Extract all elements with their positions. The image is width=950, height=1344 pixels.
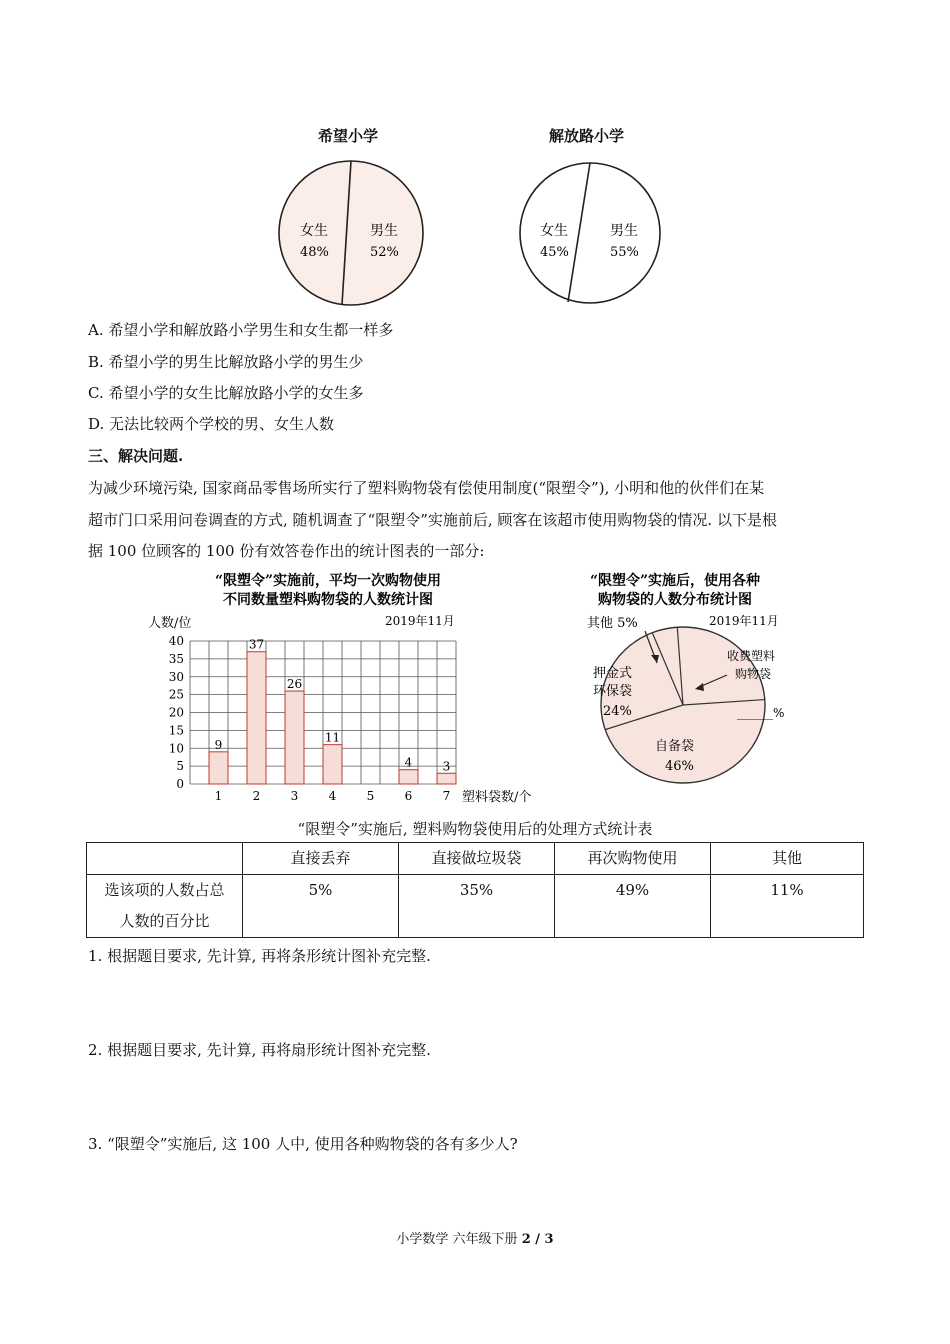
x-tick-label: 5 [366, 789, 375, 803]
pie-chart-title-1: “限塑令”实施后，使用各种 [589, 573, 761, 589]
table-header-cell: 再次购物使用 [555, 843, 711, 875]
pie-xiwang-boys-pct: 52% [370, 245, 399, 260]
pie-chart-deposit-label-1: 押金式 [593, 666, 633, 681]
pie-jiefang-boys-label: 男生 [610, 223, 638, 239]
bar-data-label: 37 [248, 637, 265, 652]
table-cell: 5% [243, 875, 399, 938]
bar [285, 691, 304, 784]
bar-data-label: 3 [442, 759, 451, 774]
pie-chart-self-label-2: 46% [665, 759, 694, 774]
y-tick-label: 35 [168, 651, 184, 666]
table-row-label [87, 875, 243, 938]
footer-page-number: 2 / 3 [521, 1232, 554, 1247]
bar-chart-yticks [169, 634, 184, 791]
pie-jiefang-girls-label: 女生 [540, 223, 568, 239]
y-tick-label: 15 [168, 723, 184, 738]
bar [247, 652, 266, 784]
x-tick-label: 2 [252, 789, 261, 803]
table-header-row [87, 843, 864, 875]
bar-data-label: 11 [324, 730, 341, 745]
intro-line-3: 据 100 位顾客的 100 份有效答卷作出的统计图表的一部分: [88, 542, 485, 560]
bar [209, 752, 228, 784]
bar-chart-bars [209, 652, 456, 784]
x-tick-label: 3 [290, 789, 299, 803]
bar-data-label: 26 [286, 677, 303, 692]
bar-chart-title-1: “限塑令”实施前，平均一次购物使用 [214, 573, 442, 589]
pie-chart-after [565, 565, 825, 800]
pie-jiefang-girls-pct: 45% [540, 245, 569, 260]
pie-chart-paid-label-1: 收费塑料 [727, 649, 776, 663]
bar-data-label: 4 [404, 755, 413, 770]
option-c: C. 希望小学的女生比解放路小学的女生多 [88, 384, 364, 402]
table-row-label-line: 选该项的人数占总 [104, 881, 225, 899]
question-3: 3. “限塑令”实施后, 这 100 人中, 使用各种购物袋的各有多少人? [88, 1135, 518, 1153]
table-header-cell [87, 843, 243, 875]
y-tick-label: 5 [176, 759, 184, 774]
intro-line-2: 超市门口采用问卷调查的方式, 随机调查了“限塑令”实施前后, 顾客在该超市使用购物袋的情况. 以下是根 [88, 511, 777, 529]
pie-jiefang [520, 163, 660, 303]
bar [399, 770, 418, 784]
section-heading: 三、解决问题. [88, 447, 184, 465]
pie-chart-other-label: 其他 5% [587, 616, 638, 631]
y-tick-label: 40 [168, 634, 184, 648]
pie-chart-deposit-label-3: 24% [603, 704, 632, 719]
table-cell: 11% [711, 875, 864, 938]
pie-chart-date: 2019年11月 [709, 614, 779, 628]
footer-text: 小学数学 六年级下册 [396, 1232, 522, 1247]
y-tick-label: 10 [168, 741, 184, 756]
y-tick-label: 25 [168, 687, 184, 702]
table-header-cell: 直接丢弃 [243, 843, 399, 875]
top-pies [270, 155, 690, 315]
pie-xiwang [279, 161, 423, 305]
bar-data-label: 9 [214, 737, 223, 752]
y-tick-label: 20 [168, 705, 184, 720]
bar-chart-ylabel: 人数/位 [148, 616, 192, 631]
x-tick-label: 6 [404, 789, 413, 803]
table-header-cell: 其他 [711, 843, 864, 875]
pie-chart-deposit-label-2: 环保袋 [593, 684, 633, 699]
bar-chart [140, 565, 560, 805]
pie-chart-title-2: 购物袋的人数分布统计图 [598, 592, 752, 608]
pie-xiwang-girls-label: 女生 [300, 223, 328, 239]
bar-chart-xticks [215, 789, 451, 803]
pie-xiwang-girls-pct: 48% [300, 245, 329, 260]
intro-line-1: 为减少环境污染, 国家商品零售场所实行了塑料购物袋有偿使用制度(“限塑令”), 小明和他的伙伴们在某 [88, 479, 765, 497]
x-tick-label: 1 [214, 789, 223, 803]
bar [437, 773, 456, 784]
table-header-cell: 直接做垃圾袋 [399, 843, 555, 875]
pie-chart-blank: ______% [737, 706, 785, 720]
table-cell: 35% [399, 875, 555, 938]
pie-chart-paid-label-2: 购物袋 [735, 667, 772, 681]
table-row [87, 875, 864, 938]
bar-chart-xlabel: 塑料袋数/个 [462, 790, 532, 805]
pie-chart-self-label-1: 自备袋 [655, 739, 695, 754]
table-caption: “限塑令”实施后, 塑料购物袋使用后的处理方式统计表 [297, 820, 653, 838]
bar [323, 745, 342, 784]
option-a: A. 希望小学和解放路小学男生和女生都一样多 [88, 321, 394, 339]
y-tick-label: 0 [176, 777, 184, 791]
bar-chart-title-2: 不同数量塑料购物袋的人数统计图 [223, 592, 433, 608]
pie-title-xiwang: 希望小学 [318, 127, 379, 145]
option-d: D. 无法比较两个学校的男、女生人数 [88, 415, 335, 433]
pie-jiefang-boys-pct: 55% [610, 245, 639, 260]
question-2: 2. 根据题目要求, 先计算, 再将扇形统计图补充完整. [88, 1041, 431, 1059]
disposal-table [86, 842, 864, 938]
y-tick-label: 30 [168, 669, 184, 684]
x-tick-label: 4 [328, 789, 337, 803]
x-tick-label: 7 [442, 789, 451, 803]
pie-title-jiefang: 解放路小学 [549, 127, 625, 145]
table-row-label-line: 人数的百分比 [119, 912, 210, 930]
page-footer [0, 1228, 950, 1247]
pie-xiwang-boys-label: 男生 [370, 223, 398, 239]
question-1: 1. 根据题目要求, 先计算, 再将条形统计图补充完整. [88, 947, 431, 965]
table-cell: 49% [555, 875, 711, 938]
bar-chart-date: 2019年11月 [385, 614, 455, 628]
option-b: B. 希望小学的男生比解放路小学的男生少 [88, 353, 364, 371]
